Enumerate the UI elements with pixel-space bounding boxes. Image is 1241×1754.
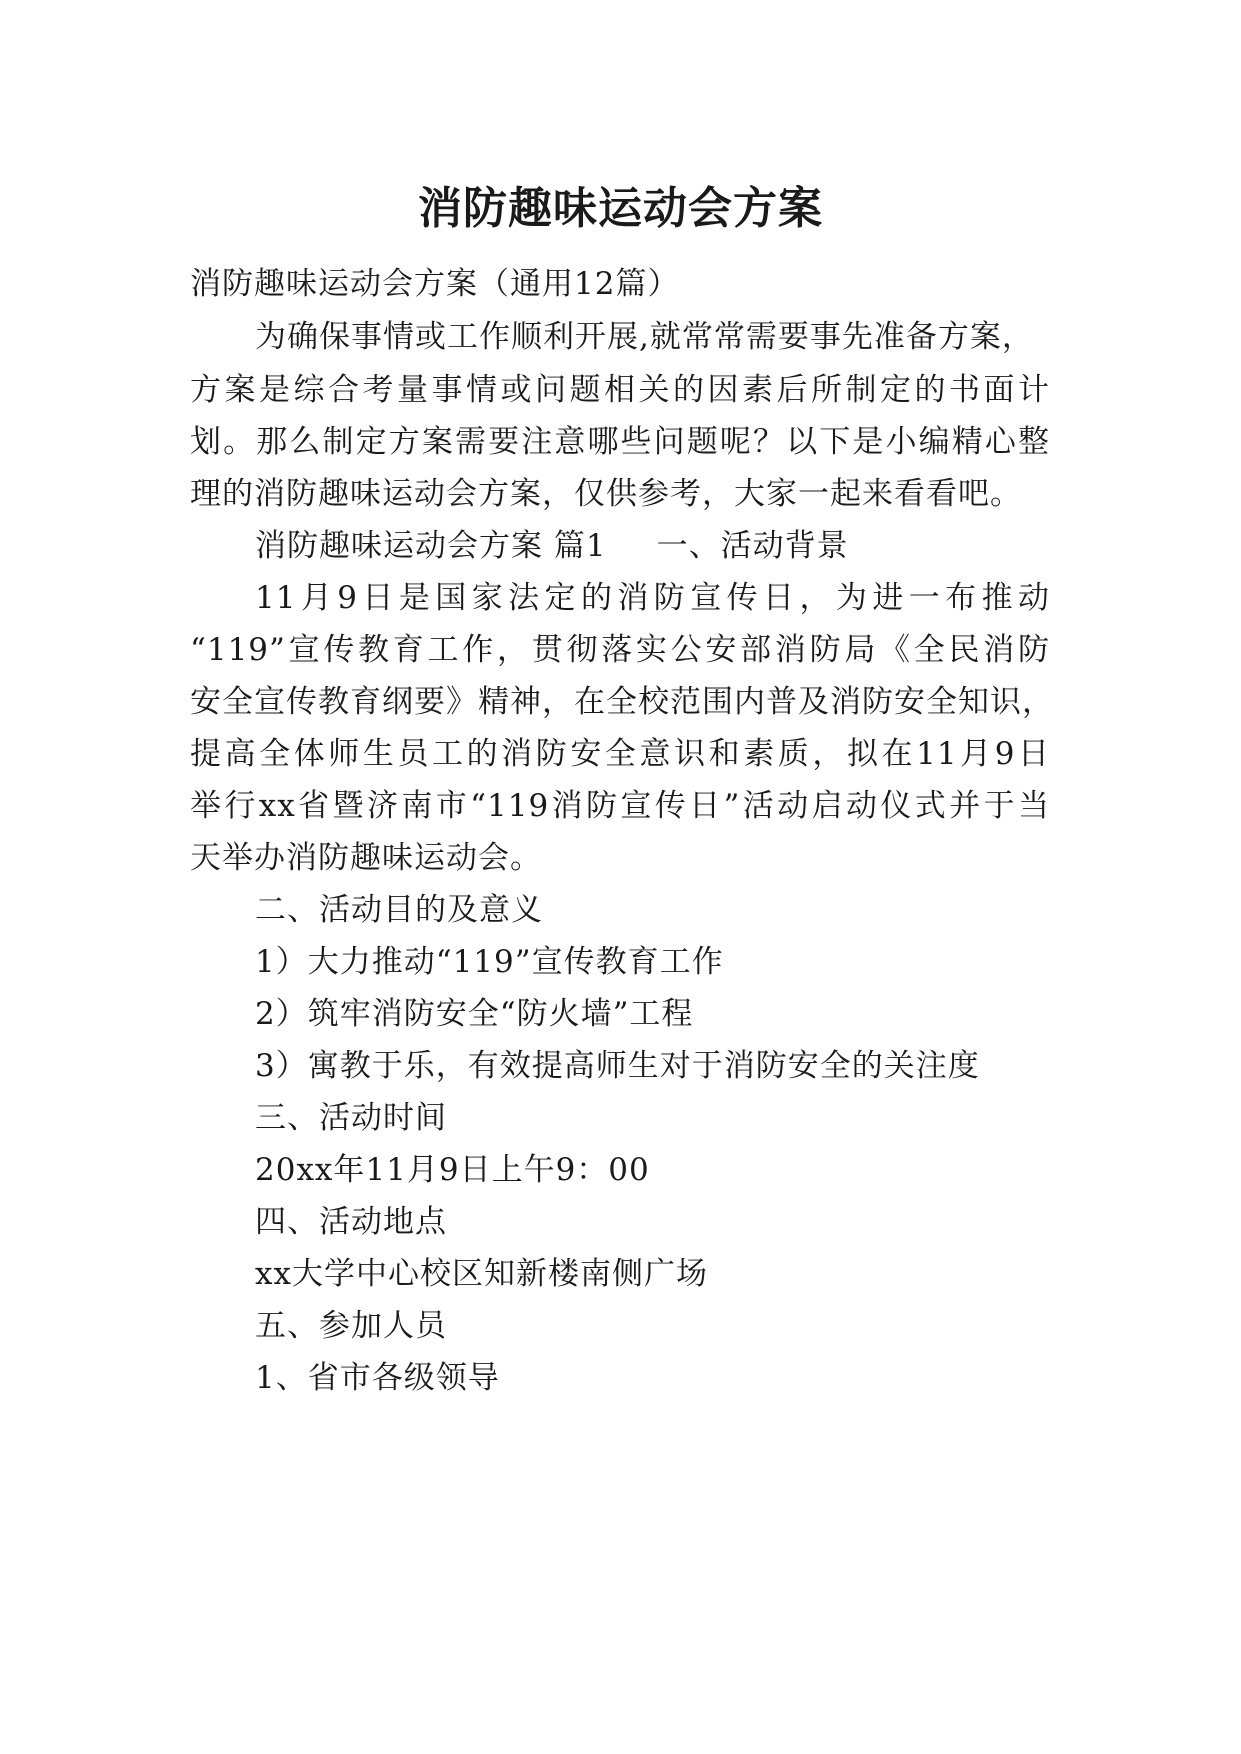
- section-heading-chapter: 消防趣味运动会方案 篇1: [255, 528, 607, 564]
- intro-line-3: 划。那么制定方案需要注意哪些问题呢？以下是小编精心整: [190, 424, 1050, 460]
- section-heading: [255, 526, 849, 566]
- purpose-heading: 二、活动目的及意义: [255, 892, 543, 928]
- purpose-item-2: 2）筑牢消防安全“防火墙”工程: [255, 996, 694, 1032]
- background-line-3: 安全宣传教育纲要》精神，在全校范围内普及消防安全知识，: [190, 684, 1054, 720]
- participants-heading: 五、参加人员: [255, 1308, 447, 1344]
- document-subtitle: 消防趣味运动会方案（通用12篇）: [190, 266, 680, 302]
- intro-line-2: 方案是综合考量事情或问题相关的因素后所制定的书面计: [190, 372, 1050, 408]
- intro-line-4: 理的消防趣味运动会方案，仅供参考，大家一起来看看吧。: [190, 476, 1022, 512]
- section-heading-background: 一、活动背景: [656, 528, 849, 564]
- document-title: 消防趣味运动会方案: [418, 183, 823, 235]
- background-line-1: 11月9日是国家法定的消防宣传日，为进一布推动: [255, 580, 1050, 616]
- time-value: 20xx年11月9日上午9：00: [255, 1152, 650, 1188]
- purpose-item-3: 3）寓教于乐，有效提高师生对于消防安全的关注度: [255, 1048, 980, 1084]
- place-heading: 四、活动地点: [255, 1204, 447, 1240]
- background-line-2: “119”宣传教育工作，贯彻落实公安部消防局《全民消防: [190, 632, 1050, 668]
- purpose-item-1: 1）大力推动“119”宣传教育工作: [255, 944, 724, 980]
- background-line-6: 天举办消防趣味运动会。: [190, 840, 542, 876]
- intro-line-1: 为确保事情或工作顺利开展,就常常需要事先准备方案，: [255, 319, 1034, 355]
- background-line-5: 举行xx省暨济南市“119消防宣传日”活动启动仪式并于当: [190, 788, 1050, 824]
- place-value: xx大学中心校区知新楼南侧广场: [255, 1256, 708, 1292]
- participants-item-1: 1、省市各级领导: [255, 1360, 500, 1396]
- background-line-4: 提高全体师生员工的消防安全意识和素质，拟在11月9日: [190, 736, 1050, 772]
- time-heading: 三、活动时间: [255, 1100, 447, 1136]
